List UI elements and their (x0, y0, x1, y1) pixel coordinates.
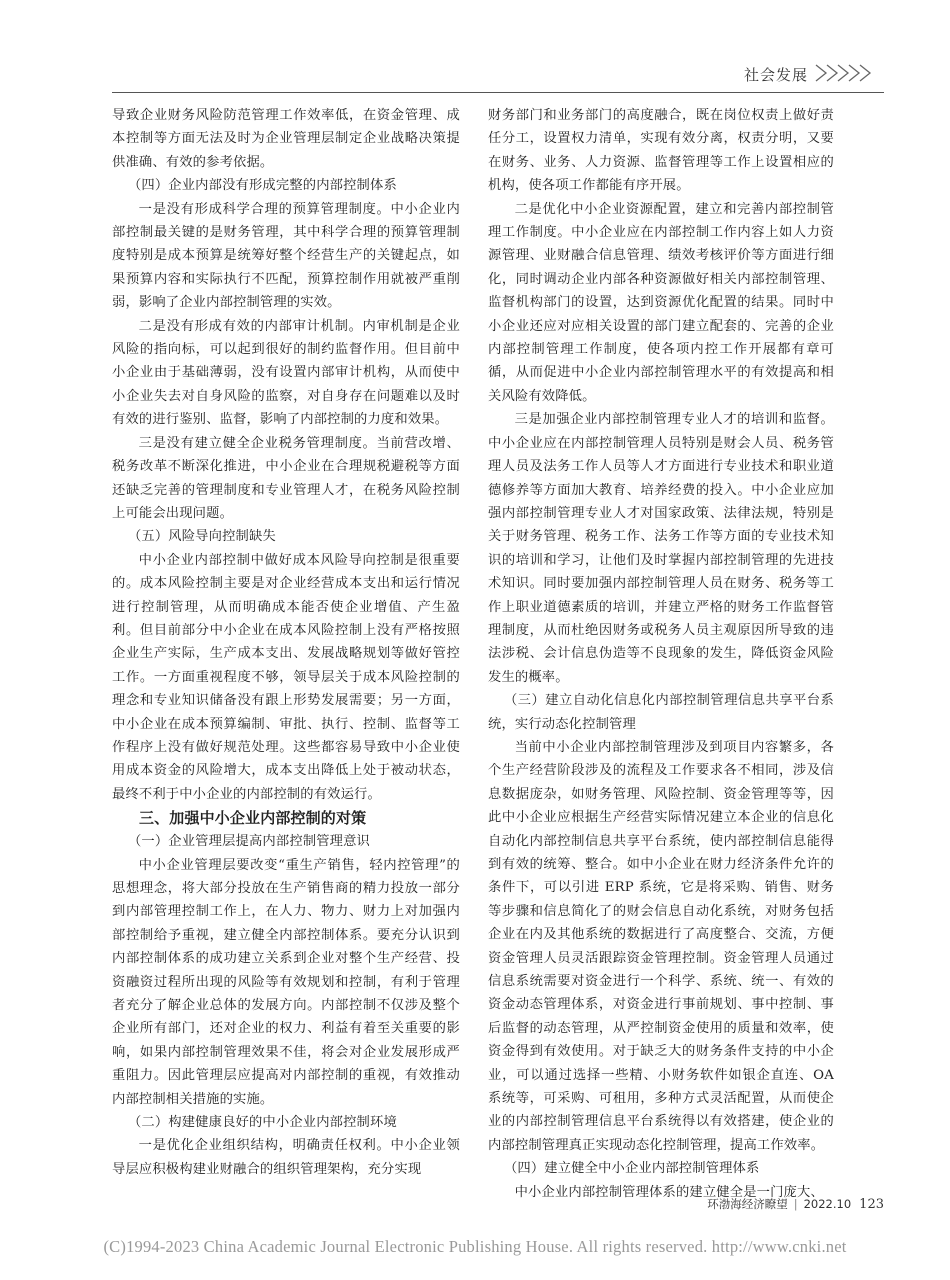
paragraph: 中小企业内部控制管理体系的建立健全是一门庞大、 (514, 1184, 824, 1200)
left-column (112, 104, 460, 1181)
paragraph: 二是没有形成有效的内部审计机制。内审机制是企业风险的指向标，可以起到很好的制约监督作用。但目前中小企业由于基础薄弱，没有设置内部审计机构，从而使中小企业失去对自身风险的监察，对自身存在问题难以及时有效的进行鉴别、监督，影响了内部控制的力度和效果。 (112, 318, 460, 428)
subsection-heading: （五）风险导向控制缺失 (127, 529, 276, 545)
right-column (488, 104, 834, 1204)
paragraph: 二是优化中小企业资源配置，建立和完善内部控制管理工作制度。中小企业应在内部控制工作内容上如人力资源管理、业财融合信息管理、绩效考核评价等方面进行细化，同时调动企业内部各种资源做好相关内部控制管理、监督机构部门的设置，达到资源优化配置的结果。同时中小企业还应对应相关设置的部门建立配套的、完善的企业内部控制管理工作制度，使各项内控工作开展都有章可循，从而促进中小企业内部控制管理水平的有效提高和相关风险有效降低。 (488, 201, 834, 404)
paragraph: 中小企业管理层要改变“重生产销售，轻内控管理”的思想理念，将大部分投放在生产销售商的精力投放一部分到内部管理控制工作上，在人力、物力、财力上对加强内部控制给予重视，建立健全内部控制体系。要充分认识到内部控制体系的成功建立关系到企业对整个生产经营、投资融资过程所出现的风险等有效规划和控制，有利于管理者充分了解企业总体的发展方向。内部控制不仅涉及整个企业所有部门，还对企业的权力、利益有着至关重要的影响，如果内部控制管理效果不佳，将会对企业发展形成严重阻力。因此管理层应提高对内部控制的重视，有效推动内部控制相关措施的实施。 (112, 857, 460, 1107)
paragraph: 一是没有形成科学合理的预算管理制度。中小企业内部控制最关键的是财务管理，其中科学合理的预算管理制度特别是成本预算是统筹好整个经营生产的关键起点，如果预算内容和实际执行不匹配，预算控制作用就被严重削弱，影响了企业内部控制管理的实效。 (112, 201, 460, 311)
page-number: 123 (859, 1197, 884, 1212)
continued-paragraph: 财务部门和业务部门的高度融合，既在岗位权责上做好责任分工，设置权力清单，实现有效分离，权责分明，又要在财务、业务、人力资源、监督管理等工作上设置相应的机构，使各项工作都能有序开展。 (488, 108, 834, 194)
paragraph: 一是优化企业组织结构，明确责任权利。中小企业领导层应积极构建业财融合的组织管理架构，充分实现 (112, 1138, 460, 1177)
section-name: 社会发展 (743, 66, 808, 84)
continued-paragraph: 导致企业财务风险防范管理工作效率低，在资金管理、成本控制等方面无法及时为企业管理层制定企业战略决策提供准确、有效的参考依据。 (112, 108, 460, 170)
issue-number: 2022.10 (803, 1197, 852, 1211)
paragraph: 当前中小企业内部控制管理涉及到项目内容繁多，各个生产经营阶段涉及的流程及工作要求各不相同，涉及信息数据庞杂，如财务管理、风险控制、资金管理等等，因此中小企业应根据生产经营实际情况建立本企业的信息化自动化内部控制信息共享平台系统，使内部控制信息能得到有效的统筹、整合。如中小企业在财力经济条件允许的条件下，可以引进 ERP 系统，它是将采购、销售、财务等步骤和信息简化了的财会信息自动化系统，对财务包括企业在内及其他系统的数据进行了高度整合、交流，方便资金管理人员灵活跟踪资金管理控制。资金管理人员通过信息系统需要对资金进行一个科学、系统、统一、有效的资金动态管理体系，对资金进行事前规划、事中控制、事后监督的动态管理，从严控制资金使用的质量和效率，使资金得到有效使用。对于缺乏大的财务条件支持的中小企业，可以通过选择一些精、小财务软件如银企直连、OA 系统等，可采购、可租用，多种方式灵活配置，从而使企业的内部控制管理信息平台系统得以有效搭建，使企业的内部控制管理真正实现动态化控制管理，提高工作效率。 (488, 739, 834, 1153)
paragraph: 三是加强企业内部控制管理专业人才的培训和监督。中小企业应在内部控制管理人员特别是财会人员、税务管理人员及法务工作人员等人才方面进行专业技术和职业道德修养等方面加大教育、培养经费的投入。中小企业应加强内部控制管理专业人才对国家政策、法律法规，特别是关于财务管理、税务工作、法务工作等方面的专业技术知识的培训和学习，让他们及时掌握内部控制管理的先进技术知识。同时要加强内部控制管理人员在财务、税务等工作上职业道德素质的培训，并建立严格的财务工作监督管理制度，从而杜绝因财务或税务人员主观原因所导致的违法涉税、会计信息伪造等不良现象的发生，降低资金风险发生的概率。 (488, 412, 834, 685)
subsection-heading: （二）构建健康良好的中小企业内部控制环境 (127, 1115, 397, 1131)
footer-separator: | (793, 1197, 798, 1211)
page-footer (707, 1196, 884, 1212)
subsection-heading: （一）企业管理层提高内部控制管理意识 (127, 834, 370, 850)
running-header (0, 62, 950, 86)
journal-name: 环渤海经济瞭望 (707, 1197, 788, 1211)
paragraph: 中小企业内部控制中做好成本风险导向控制是很重要的。成本风险控制主要是对企业经营成本支出和运行情况进行控制管理，从而明确成本能否使企业增值、产生盈利。但目前部分中小企业在成本风险控制上没有严格按照企业生产实际，生产成本支出、发展战略规划等做好管控工作。一方面重视程度不够，领导层关于成本风险控制的理念和专业知识储备没有跟上形势发展需要；另一方面，中小企业在成本预算编制、审批、执行、控制、监督等工作程序上没有做好规范处理。这些都容易导致中小企业使用成本资金的风险增大，成本支出降低上处于被动状态，最终不利于中小企业的内部控制的有效运行。 (112, 552, 460, 802)
chevrons-icon (812, 62, 886, 84)
copyright-notice: (C)1994-2023 China Academic Journal Electronic Publishing House. All rights reserved. http://www.cnki.net (103, 1237, 847, 1256)
section-heading: 三、加强中小企业内部控制的对策 (139, 809, 367, 828)
subsection-heading: （三）建立自动化信息化内部控制管理信息共享平台系统，实行动态化控制管理 (488, 693, 834, 732)
header-rule (112, 92, 884, 93)
subsection-heading: （四）建立健全中小企业内部控制管理体系 (503, 1161, 760, 1177)
paragraph: 三是没有建立健全企业税务管理制度。当前营改增、税务改革不断深化推进，中小企业在合理规税避税等方面还缺乏完善的管理制度和专业管理人才，在税务风险控制上可能会出现问题。 (112, 435, 460, 521)
subsection-heading: （四）企业内部没有形成完整的内部控制体系 (127, 178, 397, 194)
